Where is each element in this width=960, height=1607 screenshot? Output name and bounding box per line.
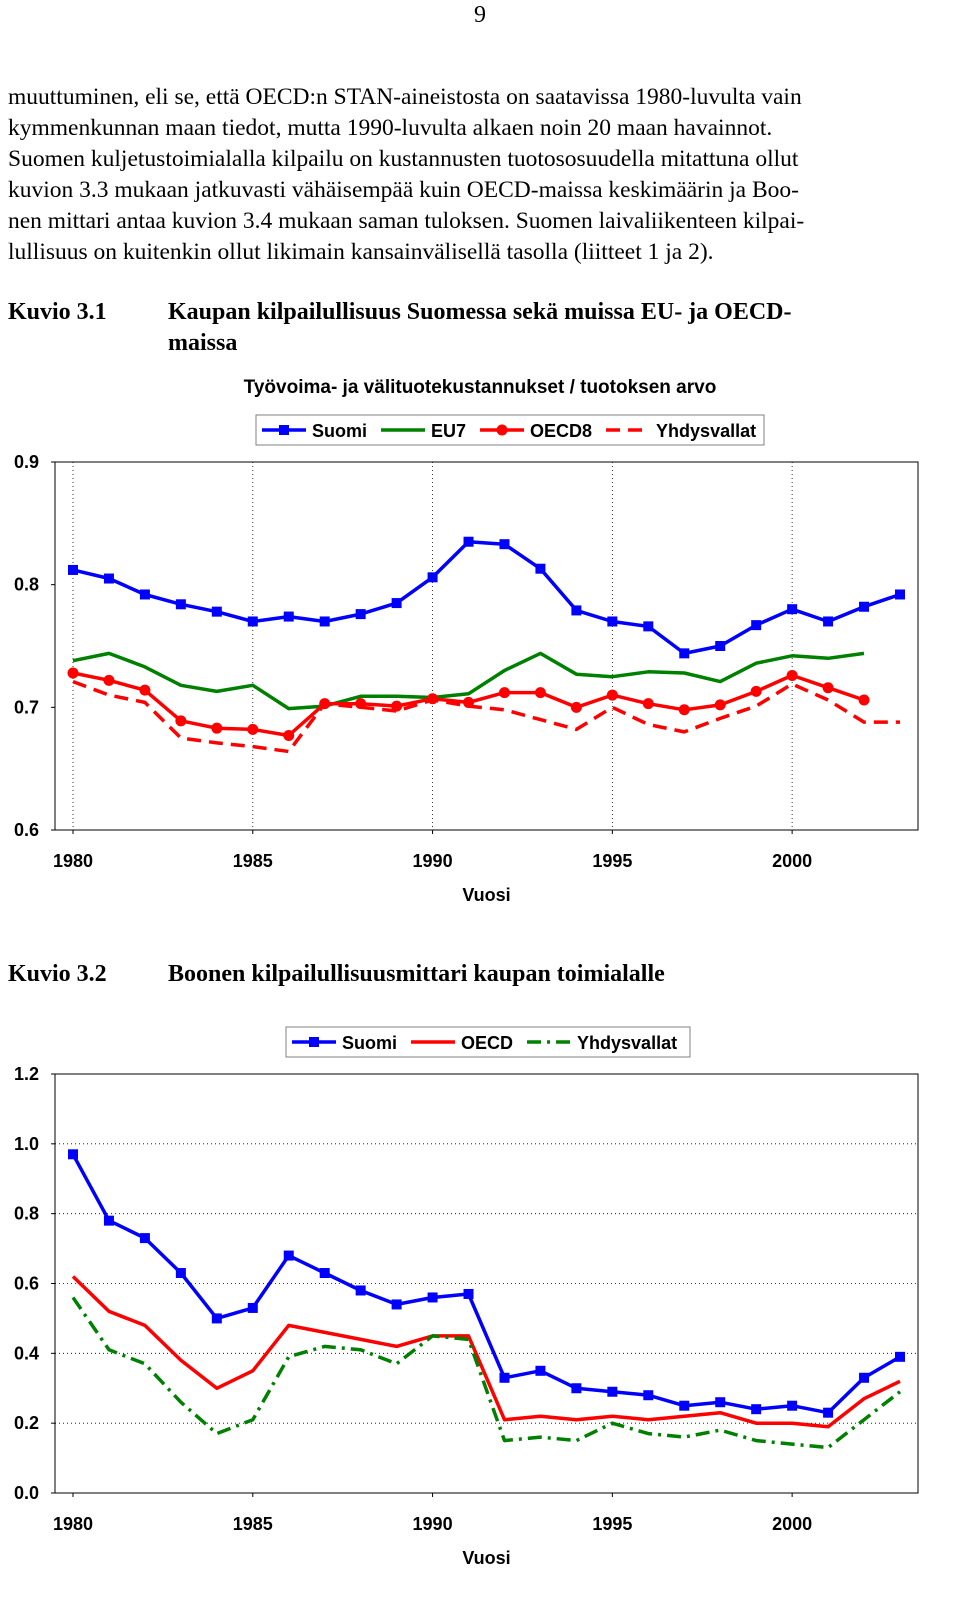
plot-area bbox=[55, 462, 918, 830]
series-line bbox=[73, 542, 900, 654]
data-point bbox=[643, 1390, 653, 1400]
paragraph-line: kymmenkunnan maan tiedot, mutta 1990-luvulta alkaen noin 20 maan havainnot. bbox=[8, 115, 773, 141]
y-tick-label: 0.7 bbox=[13, 697, 39, 718]
data-point bbox=[823, 682, 834, 693]
chart1 bbox=[0, 405, 960, 915]
data-point bbox=[356, 1285, 366, 1295]
paragraph-line: kuvion 3.3 mukaan jatkuvasti vähäisempää kuin OECD-maissa keskimäärin ja Boo- bbox=[8, 177, 799, 203]
data-point bbox=[497, 425, 508, 436]
series-line bbox=[73, 1277, 900, 1427]
paragraph-line: lullisuus on kuitenkin ollut likimain kansainvälisellä tasolla (liitteet 1 ja 2). bbox=[8, 239, 714, 265]
figure1-title bbox=[168, 297, 928, 359]
data-point bbox=[104, 1216, 114, 1226]
paragraph-line: nen mittari antaa kuvion 3.4 mukaan saman tuloksen. Suomen laivaliikenteen kilpai- bbox=[8, 208, 805, 234]
data-point bbox=[104, 574, 114, 584]
x-axis-title: Vuosi bbox=[462, 1548, 511, 1568]
data-point bbox=[175, 715, 186, 726]
data-point bbox=[428, 572, 438, 582]
data-point bbox=[356, 609, 366, 619]
legend-label: EU7 bbox=[431, 421, 467, 441]
data-point bbox=[715, 1397, 725, 1407]
page-number: 9 bbox=[474, 2, 486, 28]
figure1-label: Kuvio 3.1 bbox=[8, 299, 107, 325]
y-tick-label: 0.6 bbox=[13, 820, 39, 840]
figure2-label: Kuvio 3.2 bbox=[8, 961, 107, 987]
data-point bbox=[535, 1366, 545, 1376]
y-tick-label: 0.2 bbox=[13, 1413, 39, 1434]
data-point bbox=[428, 1292, 438, 1302]
x-tick-label: 2000 bbox=[772, 1514, 813, 1534]
legend-label: Suomi bbox=[342, 1033, 398, 1053]
data-point bbox=[823, 616, 833, 626]
x-tick-label: 1995 bbox=[592, 1514, 633, 1534]
data-point bbox=[571, 605, 581, 615]
data-point bbox=[859, 694, 870, 705]
y-tick-label: 1.0 bbox=[13, 1133, 39, 1154]
y-tick-label: 0.9 bbox=[13, 452, 39, 472]
data-point bbox=[751, 1404, 761, 1414]
data-point bbox=[284, 612, 294, 622]
data-point bbox=[279, 425, 289, 435]
data-point bbox=[751, 686, 762, 697]
data-point bbox=[320, 616, 330, 626]
data-point bbox=[464, 537, 474, 547]
data-point bbox=[176, 599, 186, 609]
data-point bbox=[751, 620, 761, 630]
data-point bbox=[392, 598, 402, 608]
data-point bbox=[787, 604, 797, 614]
data-point bbox=[535, 687, 546, 698]
y-tick-label: 1.2 bbox=[13, 1064, 39, 1084]
data-point bbox=[787, 1401, 797, 1411]
data-point bbox=[571, 702, 582, 713]
data-point bbox=[464, 1289, 474, 1299]
data-point bbox=[309, 1037, 319, 1047]
x-axis-title: Vuosi bbox=[462, 885, 511, 905]
x-tick-label: 2000 bbox=[772, 851, 813, 871]
data-point bbox=[103, 675, 114, 686]
data-point bbox=[643, 698, 654, 709]
data-point bbox=[859, 1373, 869, 1383]
y-tick-label: 0.0 bbox=[13, 1483, 39, 1503]
data-point bbox=[212, 607, 222, 617]
data-point bbox=[787, 670, 798, 681]
x-tick-label: 1985 bbox=[232, 851, 273, 871]
legend-label: Yhdysvallat bbox=[656, 421, 757, 441]
data-point bbox=[248, 1303, 258, 1313]
data-point bbox=[140, 589, 150, 599]
data-point bbox=[679, 648, 689, 658]
data-point bbox=[607, 616, 617, 626]
data-point bbox=[895, 1352, 905, 1362]
x-tick-label: 1995 bbox=[592, 851, 633, 871]
figure1-title-line: maissa bbox=[168, 330, 238, 356]
y-tick-label: 0.6 bbox=[13, 1273, 39, 1294]
data-point bbox=[212, 1313, 222, 1323]
y-tick-label: 0.8 bbox=[13, 574, 39, 595]
data-point bbox=[320, 1268, 330, 1278]
x-tick-label: 1980 bbox=[52, 1514, 94, 1534]
plot-area bbox=[55, 1074, 918, 1493]
legend-label: OECD8 bbox=[530, 421, 593, 441]
data-point bbox=[140, 1233, 150, 1243]
data-point bbox=[571, 1383, 581, 1393]
y-tick-label: 0.8 bbox=[13, 1203, 39, 1224]
data-point bbox=[499, 539, 509, 549]
data-point bbox=[176, 1268, 186, 1278]
data-point bbox=[499, 687, 510, 698]
figure1-title-line: Kaupan kilpailullisuus Suomessa sekä muissa EU- ja OECD- bbox=[168, 299, 792, 325]
paragraph-line: Suomen kuljetustoimialalla kilpailu on kustannusten tuotososuudella mitattuna ollut bbox=[8, 146, 799, 172]
x-tick-label: 1990 bbox=[412, 1514, 453, 1534]
data-point bbox=[607, 1387, 617, 1397]
chart2 bbox=[0, 1015, 960, 1607]
data-point bbox=[535, 564, 545, 574]
figure2-title: Boonen kilpailullisuusmittari kaupan toimialalle bbox=[168, 961, 665, 987]
data-point bbox=[392, 1299, 402, 1309]
data-point bbox=[247, 724, 258, 735]
data-point bbox=[283, 730, 294, 741]
body-paragraph bbox=[8, 82, 954, 268]
data-point bbox=[68, 667, 79, 678]
legend-label: Suomi bbox=[312, 421, 368, 441]
chart1-subtitle: Työvoima- ja välituotekustannukset / tuotoksen arvo bbox=[243, 377, 717, 398]
y-tick-label: 0.4 bbox=[13, 1343, 39, 1364]
data-point bbox=[715, 641, 725, 651]
data-point bbox=[211, 723, 222, 734]
data-point bbox=[715, 699, 726, 710]
x-tick-label: 1980 bbox=[52, 851, 94, 871]
data-point bbox=[679, 704, 690, 715]
x-tick-label: 1990 bbox=[412, 851, 453, 871]
x-tick-label: 1985 bbox=[232, 1514, 273, 1534]
series-line bbox=[73, 682, 900, 752]
data-point bbox=[139, 685, 150, 696]
data-point bbox=[643, 621, 653, 631]
data-point bbox=[859, 602, 869, 612]
data-point bbox=[823, 1408, 833, 1418]
data-point bbox=[68, 565, 78, 575]
data-point bbox=[679, 1401, 689, 1411]
data-point bbox=[499, 1373, 509, 1383]
paragraph-line: muuttuminen, eli se, että OECD:n STAN-aineistosta on saatavissa 1980-luvulta vain bbox=[8, 84, 802, 110]
data-point bbox=[895, 589, 905, 599]
data-point bbox=[68, 1149, 78, 1159]
legend-label: OECD bbox=[461, 1033, 514, 1053]
data-point bbox=[248, 616, 258, 626]
legend-label: Yhdysvallat bbox=[577, 1033, 678, 1053]
data-point bbox=[607, 690, 618, 701]
data-point bbox=[284, 1251, 294, 1261]
